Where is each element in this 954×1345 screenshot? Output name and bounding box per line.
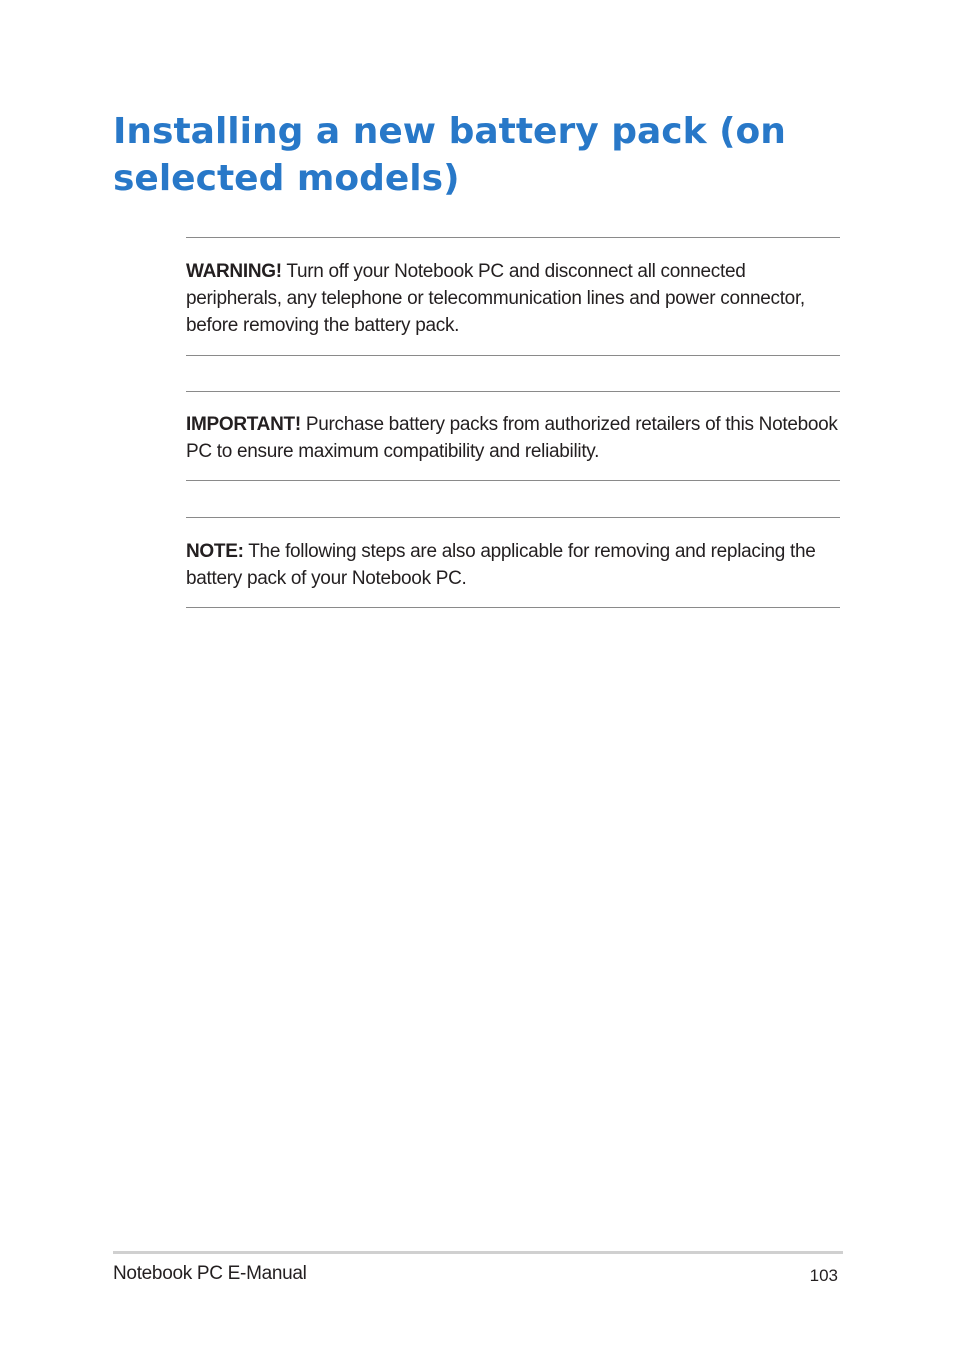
page-title: Installing a new battery pack (on selected models)	[113, 111, 786, 199]
page-number: 103	[809, 1266, 838, 1285]
notice-bottom-rule	[186, 355, 840, 356]
notice-bottom-rule	[186, 480, 840, 481]
warning-body: Turn off your Notebook PC and disconnect all connected peripherals, any telephone or telecommunication lines and power connector, before removing the battery pack.	[186, 261, 805, 336]
important-body: Purchase battery packs from authorized retailers of this Notebook PC to ensure maximum compatibility and reliability.	[186, 414, 838, 462]
note-label: NOTE:	[186, 541, 244, 562]
note-body: The following steps are also applicable for removing and replacing the battery pack of your Notebook PC.	[186, 541, 816, 589]
important-label: IMPORTANT!	[186, 414, 301, 435]
note-text	[186, 518, 840, 607]
footer-manual-name: Notebook PC E-Manual	[113, 1263, 307, 1284]
footer-divider	[113, 1251, 843, 1254]
note-notice	[186, 517, 840, 608]
notice-bottom-rule	[186, 607, 840, 608]
important-notice	[186, 391, 840, 481]
warning-notice	[186, 237, 840, 356]
warning-text	[186, 238, 840, 355]
important-text	[186, 392, 840, 480]
warning-label: WARNING!	[186, 261, 282, 282]
